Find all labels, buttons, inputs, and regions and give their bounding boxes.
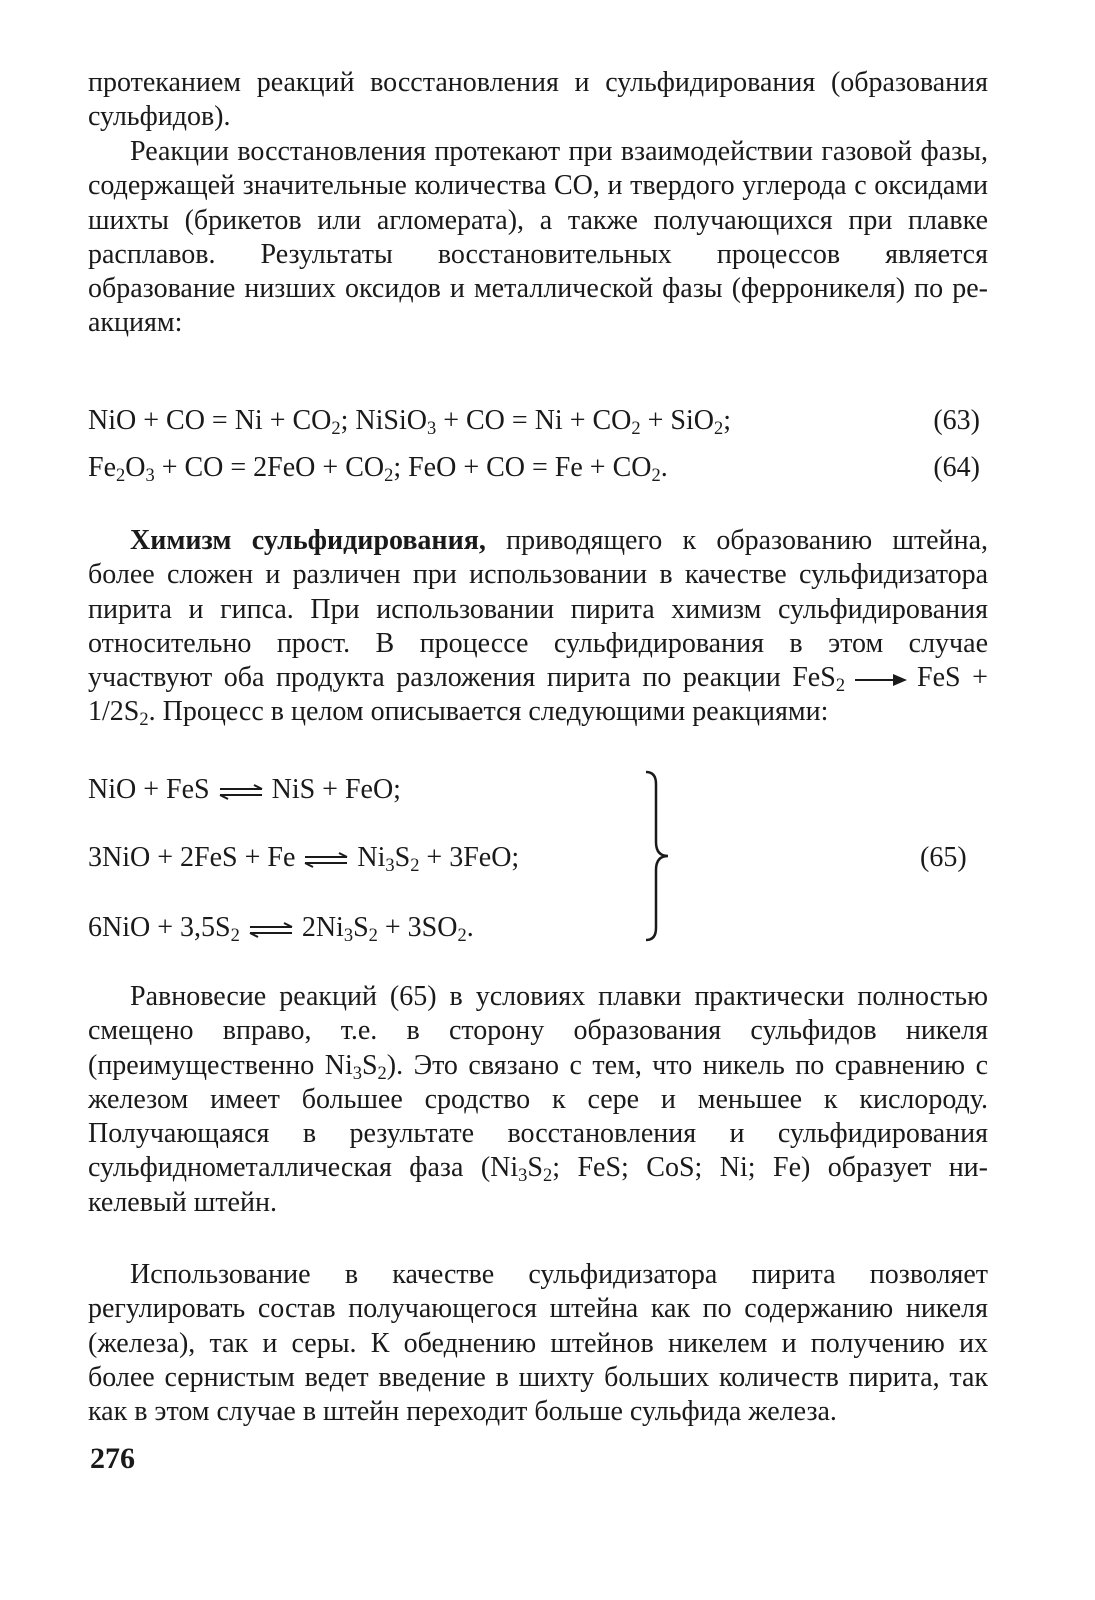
eq65-part: + 3FeO;: [419, 842, 520, 873]
paragraph-equilibrium: [88, 980, 988, 1220]
paragraph-sulfidation: [88, 524, 988, 730]
subscript: 2: [410, 855, 420, 876]
subscript: 2: [377, 1062, 387, 1083]
eq63-part: ;: [723, 405, 732, 436]
eq63-part: + CO = Ni + CO: [436, 405, 632, 436]
subscript: 2: [631, 418, 641, 439]
subscript: 2: [230, 925, 240, 946]
eq65-part: NiS + FeO;: [271, 774, 401, 805]
curly-brace-icon: [640, 768, 680, 944]
eq65-part: .: [466, 912, 474, 943]
equation-number-64: (64): [933, 452, 980, 483]
equation-number-63: (63): [933, 405, 980, 436]
equation-63: [88, 403, 980, 439]
equation-64: [88, 450, 980, 486]
subscript: 3: [145, 465, 155, 486]
subscript: 2: [331, 418, 341, 439]
subscript: 2: [384, 465, 394, 486]
equation-65-row-3: [88, 910, 474, 946]
subscript: 2: [139, 709, 149, 730]
subscript: 2: [457, 925, 467, 946]
paragraph-equilibrium-text: S: [527, 1152, 543, 1184]
equilibrium-arrow-icon: [218, 784, 264, 800]
term-sulfidation-chemistry: Химизм сульфидирования,: [130, 525, 486, 556]
eq65-part: NiO + FeS: [88, 774, 210, 805]
page-number: 276: [90, 1442, 135, 1475]
equation-65-row-2: [88, 840, 519, 876]
subscript: 2: [116, 465, 126, 486]
subscript: 2: [714, 418, 724, 439]
eq65-part: Ni: [357, 842, 386, 873]
eq63-part: + SiO: [640, 405, 714, 436]
paragraph-intro-text: протеканием реакций восстановления и сульфидирования (образования сульфидов).: [88, 67, 988, 133]
subscript: 2: [835, 675, 846, 696]
paragraph-reduction-text: Реакции восстановления протекают при взаимодействии газовой фазы, содержащей значительные количества СО, и твердого углерода с оксидами шихты (брикетов или агломерата), а также получающихся при плавке расплавов. Результаты восстановительных процессов является образование низших оксидов и металлической фазы (ферроникеля) по реакциям:: [88, 136, 988, 339]
paragraph-pyrite-usage: [88, 1258, 988, 1429]
eq64-part: ; FeO + CO = Fe + CO: [393, 452, 652, 483]
paragraph-sulfidation-text: FeS + 1/2S: [88, 662, 988, 728]
eq65-part: 3NiO + 2FeS + Fe: [88, 842, 296, 873]
equilibrium-arrow-icon: [248, 922, 294, 938]
paragraph-reduction: [88, 135, 988, 341]
paragraph-equilibrium-text: S: [361, 1049, 378, 1081]
eq65-part: S: [353, 912, 369, 943]
equation-65-row-1: [88, 772, 401, 808]
subscript: 3: [518, 1165, 528, 1186]
subscript: 3: [385, 855, 395, 876]
paragraph-pyrite-usage-text: Использование в качестве сульфидизатора пирита позволяет регулировать состав получающегося штейна как по содержанию никеля (железа), так и серы. К обеднению штейнов никелем и получению их более сернистым ведет введение в шихту больших количеств пирита, так как в этом случае в штейн переходит больше сульфида железа.: [88, 1259, 988, 1428]
eq65-part: 2Ni: [301, 912, 344, 943]
subscript: 2: [542, 1165, 553, 1186]
eq64-part: O: [125, 452, 146, 483]
eq65-part: 6NiO + 3,5S: [88, 912, 231, 943]
paragraph-sulfidation-text: приводящего к образованию штейна, более сложен и различен при использовании в качестве сульфидизатора пирита и гипса. При использовании пирита химизм сульфидирования относительно прост. В процессе сульфидирования в этом случае участвуют оба продукта разложения пирита по реакции FeS: [88, 525, 988, 694]
eq64-part: + CO = 2FeO + CO: [154, 452, 385, 483]
eq64-part: Fe: [88, 452, 116, 483]
subscript: 3: [343, 925, 354, 946]
equilibrium-arrow-icon: [303, 852, 349, 868]
subscript: 3: [352, 1062, 362, 1083]
eq65-part: + 3SO: [377, 912, 458, 943]
eq63-part: ; NiSiO: [340, 405, 427, 436]
paragraph-sulfidation-text: . Процесс в целом описывается следующими реакциями:: [148, 696, 829, 728]
eq64-part: .: [660, 452, 668, 483]
right-arrow-icon: [853, 673, 909, 687]
paragraph-intro: [88, 66, 988, 135]
subscript: 2: [368, 925, 378, 946]
subscript: 2: [651, 465, 661, 486]
eq63-part: NiO + CO = Ni + CO: [88, 405, 332, 436]
paragraph-equilibrium-text: ). Это связано с тем, что никель по сравнению с железом имеет большее сродство к сере и меньшее к кислороду. Получающаяся в результате восстановления и сульфидирования сульфиднометаллическая фаза (Ni: [88, 1049, 988, 1184]
eq65-part: S: [394, 842, 411, 873]
equation-number-65: (65): [920, 842, 967, 873]
paragraph-equilibrium-text: ; FeS; CoS; Ni; Fe) образует никелевый штейн.: [88, 1152, 988, 1218]
subscript: 3: [426, 418, 437, 439]
paragraph-equilibrium-text: Равновесие реакций (65) в условиях плавки практически полностью смещено вправо, т.е. в сторону образования сульфидов никеля (преимущественно Ni: [88, 981, 988, 1081]
